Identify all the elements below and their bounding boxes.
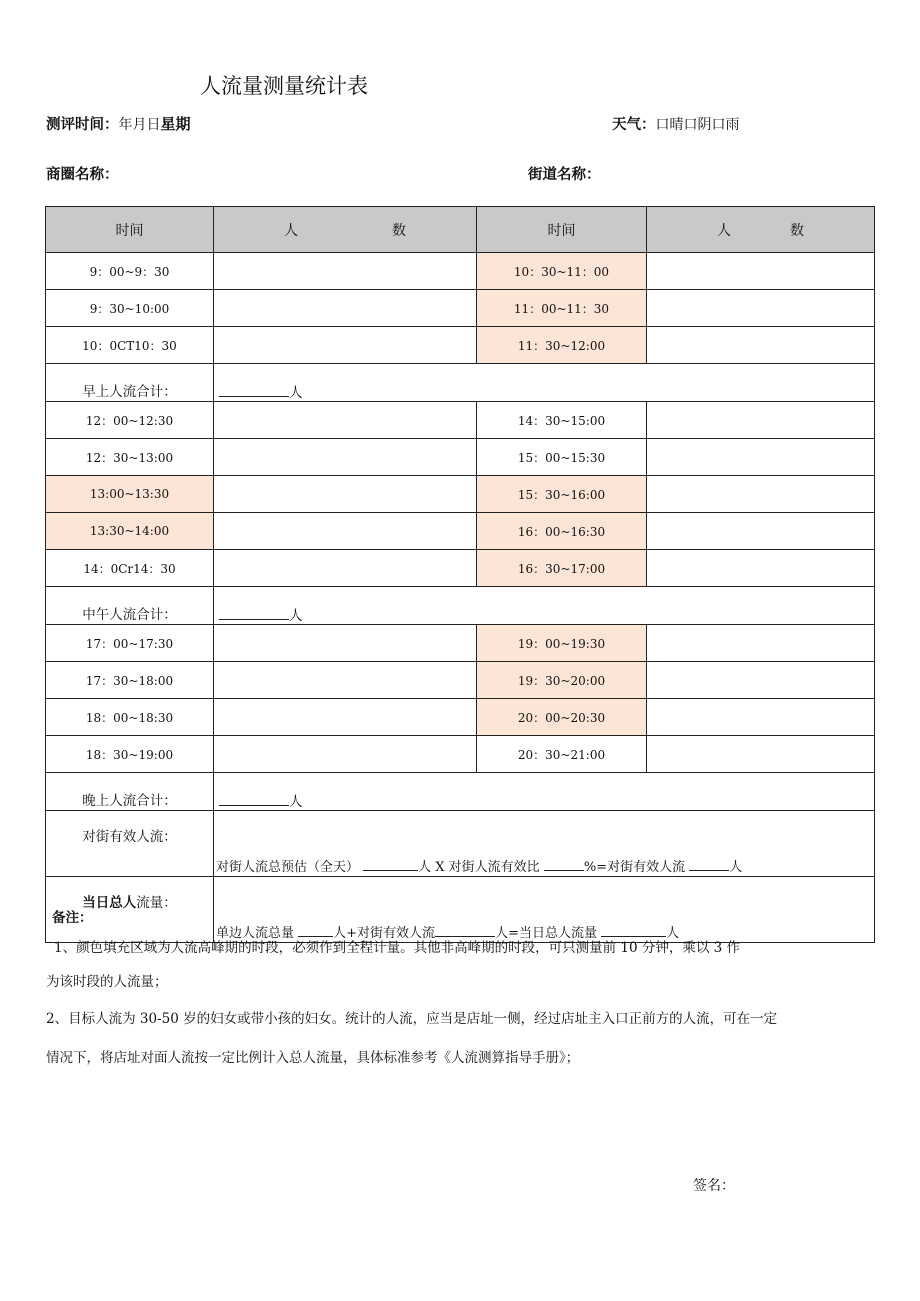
table-row — [46, 625, 875, 662]
opposite-effective-row — [46, 811, 875, 877]
time-slot: 9：00~9：30 — [46, 253, 214, 290]
time-slot: 17：00~17:30 — [46, 625, 214, 662]
time-slot-peak: 10：30~11：00 — [477, 253, 647, 290]
count-cell[interactable] — [214, 290, 477, 327]
count-cell[interactable] — [214, 625, 477, 662]
morning-subtotal-label: 早上人流合计： — [46, 364, 214, 402]
table-row — [46, 327, 875, 364]
table-row — [46, 513, 875, 550]
time-slot-peak: 11：00~11：30 — [477, 290, 647, 327]
noon-subtotal-label: 中午人流合计： — [46, 587, 214, 625]
time-slot: 17：30~18:00 — [46, 662, 214, 699]
time-slot-peak: 13:30~14:00 — [46, 513, 214, 550]
evening-subtotal-label: 晚上人流合计： — [46, 773, 214, 811]
count-cell[interactable] — [647, 699, 875, 736]
note-2-line-1: 2、目标人流为 30-50 岁的妇女或带小孩的妇女。统计的人流，应当是店址一侧，经过店址主入口正前方的人流，可在一定 — [46, 1011, 778, 1027]
table-row — [46, 476, 875, 513]
count-cell[interactable] — [647, 625, 875, 662]
header-count-left: 人 数 — [214, 207, 477, 253]
time-slot: 14：0Cr14：30 — [46, 550, 214, 587]
count-cell[interactable] — [647, 290, 875, 327]
table-row — [46, 736, 875, 773]
time-slot: 15：00~15:30 — [477, 439, 647, 476]
morning-subtotal-row — [46, 364, 875, 402]
opposite-effective-formula[interactable]: 对街人流总预估（全天） 人 X 对街人流有效比 %=对街有效人流 人 — [214, 811, 875, 877]
time-slot-peak: 16：00~16:30 — [477, 513, 647, 550]
time-slot: 10：0CT10：30 — [46, 327, 214, 364]
time-slot: 18：30~19:00 — [46, 736, 214, 773]
header-count-right: 人 数 — [647, 207, 875, 253]
count-cell[interactable] — [647, 736, 875, 773]
page-title: 人流量测量统计表 — [200, 74, 368, 98]
count-cell[interactable] — [647, 327, 875, 364]
note-1-line-2: 为该时段的人流量； — [46, 974, 168, 990]
notes-heading: 备注： — [52, 910, 93, 926]
time-slot: 9：30~10:00 — [46, 290, 214, 327]
district-label: 商圈名称： — [46, 167, 119, 183]
count-cell[interactable] — [214, 736, 477, 773]
time-slot-peak: 13:00~13:30 — [46, 476, 214, 513]
header-time-right: 时间 — [477, 207, 647, 253]
weather-options: 口晴口阴口雨 — [655, 117, 740, 133]
header-time-left: 时间 — [46, 207, 214, 253]
street-label: 街道名称： — [528, 167, 601, 183]
eval-time-value: 年月日 — [118, 117, 161, 133]
count-cell[interactable] — [214, 253, 477, 290]
note-2-line-2: 情况下，将店址对面人流按一定比例计入总人流量，具体标准参考《人流测算指导手册》； — [46, 1050, 580, 1066]
table-row — [46, 439, 875, 476]
opposite-effective-label: 对街有效人流： — [46, 811, 214, 877]
count-cell[interactable] — [214, 327, 477, 364]
weather — [612, 113, 740, 134]
table-row — [46, 699, 875, 736]
note-1-line-1: 1、颜色填充区域为人流高峰期的时段，必须作到全程计量。其他非高峰期的时段，可只测量前 10 分钟，乘以 3 作 — [54, 940, 741, 956]
table-row — [46, 662, 875, 699]
count-cell[interactable] — [647, 550, 875, 587]
table-row — [46, 253, 875, 290]
time-slot-peak: 15：30~16:00 — [477, 476, 647, 513]
count-cell[interactable] — [647, 476, 875, 513]
weather-label: 天气： — [612, 117, 656, 133]
traffic-table — [45, 206, 875, 943]
count-cell[interactable] — [214, 662, 477, 699]
count-cell[interactable] — [647, 513, 875, 550]
signature-label: 签名： — [693, 1178, 735, 1194]
eval-time-label: 测评时间： — [46, 117, 119, 133]
daily-total-formula[interactable]: 单边人流总量 人+对街有效人流 人=当日总人流量 人 — [214, 877, 875, 943]
count-cell[interactable] — [214, 402, 477, 439]
time-slot-peak: 19：00~19:30 — [477, 625, 647, 662]
daily-total-row — [46, 877, 875, 943]
weekday-label: 星期 — [160, 115, 191, 133]
count-cell[interactable] — [214, 550, 477, 587]
daily-total-label: 当日总人流量： — [46, 877, 214, 943]
time-slot: 12：30~13:00 — [46, 439, 214, 476]
time-slot: 12：00~12:30 — [46, 402, 214, 439]
noon-subtotal-field[interactable]: 人 — [214, 587, 875, 625]
count-cell[interactable] — [647, 662, 875, 699]
time-slot: 20：30~21:00 — [477, 736, 647, 773]
table-header-row — [46, 207, 875, 253]
table-row — [46, 402, 875, 439]
count-cell[interactable] — [214, 439, 477, 476]
count-cell[interactable] — [214, 699, 477, 736]
table-row — [46, 290, 875, 327]
count-cell[interactable] — [647, 253, 875, 290]
evening-subtotal-row — [46, 773, 875, 811]
noon-subtotal-row — [46, 587, 875, 625]
eval-time — [46, 113, 191, 134]
table-row — [46, 550, 875, 587]
count-cell[interactable] — [214, 513, 477, 550]
count-cell[interactable] — [214, 476, 477, 513]
morning-subtotal-field[interactable]: 人 — [214, 364, 875, 402]
time-slot-peak: 19：30~20:00 — [477, 662, 647, 699]
count-cell[interactable] — [647, 402, 875, 439]
time-slot: 18：00~18:30 — [46, 699, 214, 736]
time-slot-peak: 20：00~20:30 — [477, 699, 647, 736]
time-slot-peak: 16：30~17:00 — [477, 550, 647, 587]
evening-subtotal-field[interactable]: 人 — [214, 773, 875, 811]
time-slot-peak: 11：30~12:00 — [477, 327, 647, 364]
time-slot: 14：30~15:00 — [477, 402, 647, 439]
count-cell[interactable] — [647, 439, 875, 476]
